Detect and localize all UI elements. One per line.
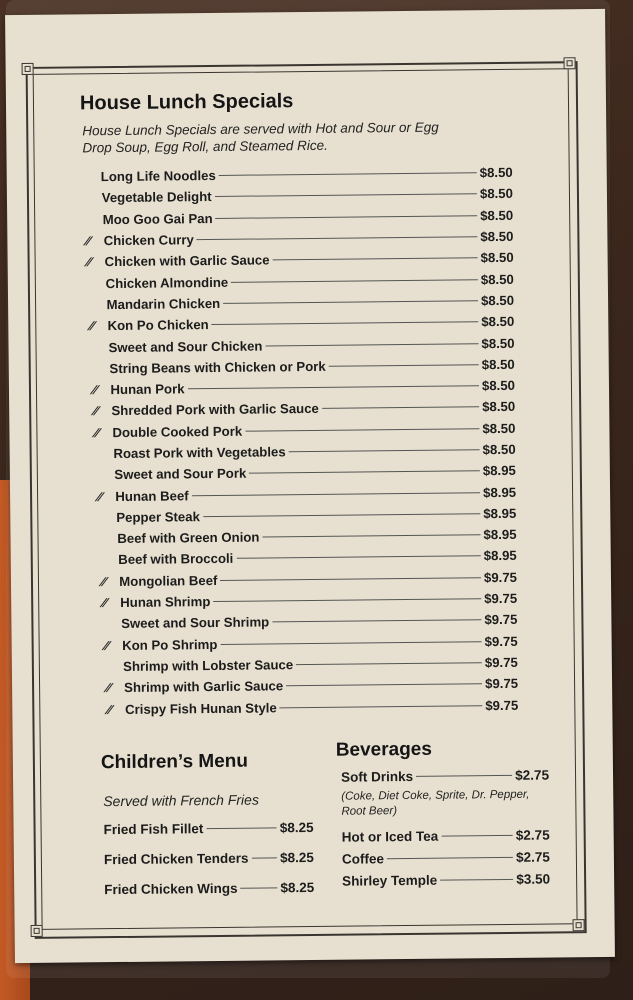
dotted-leader bbox=[272, 620, 481, 623]
menu-item-price: $8.95 bbox=[483, 548, 517, 564]
dotted-leader bbox=[213, 598, 481, 602]
menu-item-name: Sweet and Sour Pork bbox=[114, 465, 247, 483]
pepper-icon: ∕∕ bbox=[101, 573, 106, 589]
lunch-specials-subtitle: House Lunch Specials are served with Hot and Sour or Egg Drop Soup, Egg Roll, and Steamed Rice. bbox=[82, 119, 439, 156]
menu-item-name: Hunan Pork bbox=[110, 381, 185, 398]
dotted-leader bbox=[296, 662, 482, 665]
menu-item-name: Mongolian Beef bbox=[119, 572, 218, 589]
menu-item-name: Fried Chicken Wings bbox=[104, 880, 238, 897]
dotted-leader bbox=[289, 449, 480, 452]
menu-item bbox=[342, 868, 550, 892]
pepper-icon: ∕∕ bbox=[89, 318, 94, 334]
dotted-leader bbox=[416, 774, 512, 776]
dotted-leader bbox=[245, 428, 479, 431]
pepper-icon: ∕∕ bbox=[93, 403, 98, 419]
menu-item-price: $8.50 bbox=[482, 441, 516, 458]
menu-item-name: Vegetable Delight bbox=[101, 189, 212, 206]
pepper-icon: ∕∕ bbox=[104, 637, 109, 653]
menu-item-name: Sweet and Sour Shrimp bbox=[121, 614, 270, 632]
menu-item-name: Fried Fish Fillet bbox=[103, 820, 204, 837]
dotted-leader bbox=[265, 343, 478, 346]
menu-item-price: $8.50 bbox=[480, 228, 514, 245]
menu-item-name: Crispy Fish Hunan Style bbox=[124, 699, 277, 717]
menu-card bbox=[5, 9, 615, 963]
menu-item-name: Kon Po Shrimp bbox=[122, 636, 218, 653]
dotted-leader bbox=[220, 577, 481, 581]
menu-item bbox=[103, 812, 313, 844]
menu-item-price: $9.75 bbox=[484, 612, 518, 628]
menu-item-name: Roast Pork with Vegetables bbox=[113, 444, 286, 462]
dotted-leader bbox=[216, 215, 478, 219]
menu-item-price: $2.75 bbox=[515, 767, 550, 783]
menu-item-name: Shrimp with Lobster Sauce bbox=[123, 657, 294, 674]
dotted-leader bbox=[236, 556, 480, 560]
pepper-icon: ∕∕ bbox=[106, 680, 111, 696]
menu-item-name: Sweet and Sour Chicken bbox=[108, 338, 263, 355]
dotted-leader bbox=[440, 878, 513, 880]
dotted-leader bbox=[212, 321, 479, 325]
menu-item-price: $2.75 bbox=[515, 827, 550, 843]
pepper-icon: ∕∕ bbox=[94, 424, 99, 440]
menu-item-price: $9.75 bbox=[484, 590, 518, 607]
dotted-leader bbox=[387, 856, 513, 858]
dotted-leader bbox=[273, 258, 478, 261]
dotted-leader bbox=[187, 385, 478, 389]
pepper-icon: ∕∕ bbox=[106, 701, 112, 717]
menu-item bbox=[104, 842, 314, 874]
menu-item-name: Long Life Noodles bbox=[100, 168, 216, 185]
menu-item-price: $3.50 bbox=[516, 871, 551, 887]
childrens-menu-subtitle: Served with French Fries bbox=[103, 791, 259, 810]
menu-item-price: $8.50 bbox=[481, 314, 515, 330]
menu-item-name: Kon Po Chicken bbox=[107, 317, 209, 334]
beverage-note: (Coke, Diet Coke, Sprite, Dr. Pepper, Root Beer) bbox=[341, 788, 530, 818]
menu-item-name: Shrimp with Garlic Sauce bbox=[124, 678, 284, 696]
dotted-leader bbox=[220, 641, 481, 645]
dotted-leader bbox=[251, 857, 277, 858]
menu-item-name: Double Cooked Pork bbox=[112, 423, 243, 440]
dotted-leader bbox=[223, 300, 478, 304]
menu-item-price: $8.50 bbox=[481, 335, 515, 351]
menu-item-price: $8.50 bbox=[480, 250, 514, 266]
pepper-icon: ∕∕ bbox=[85, 233, 91, 249]
dotted-leader bbox=[241, 887, 278, 888]
menu-item-price: $8.50 bbox=[482, 399, 516, 415]
menu-item-name: Beef with Broccoli bbox=[118, 551, 234, 568]
menu-item-price: $8.25 bbox=[279, 819, 314, 835]
menu-item-name: Chicken with Garlic Sauce bbox=[104, 252, 270, 270]
menu-item-name: Mandarin Chicken bbox=[106, 295, 221, 313]
menu-item-name: Chicken Almondine bbox=[105, 274, 229, 291]
dotted-leader bbox=[192, 492, 480, 496]
menu-item-price: $8.50 bbox=[480, 271, 514, 287]
menu-item-name: Soft Drinks bbox=[340, 768, 414, 785]
menu-item bbox=[342, 846, 550, 870]
menu-item-price: $9.75 bbox=[484, 654, 518, 671]
dotted-leader bbox=[322, 407, 479, 410]
dotted-leader bbox=[219, 172, 477, 176]
menu-item-price: $8.50 bbox=[481, 356, 515, 373]
menu-item-price: $9.75 bbox=[484, 633, 518, 649]
dotted-leader bbox=[286, 683, 482, 686]
menu-item-name: Hunan Shrimp bbox=[120, 594, 211, 611]
corner-ornament bbox=[22, 63, 34, 75]
beverages-title: Beverages bbox=[335, 738, 432, 761]
menu-item-price: $8.50 bbox=[479, 165, 513, 181]
menu-item-price: $8.95 bbox=[483, 505, 517, 522]
childrens-menu-title: Children’s Menu bbox=[100, 750, 249, 774]
menu-item-name: Beef with Green Onion bbox=[117, 529, 260, 547]
menu-item-price: $8.50 bbox=[479, 186, 514, 202]
menu-item-price: $2.75 bbox=[516, 849, 550, 865]
menu-item bbox=[341, 764, 549, 788]
menu-item-name: Pepper Steak bbox=[116, 509, 200, 525]
dotted-leader bbox=[215, 194, 477, 198]
menu-item-price: $9.75 bbox=[484, 676, 519, 692]
menu-item-name: Shredded Pork with Garlic Sauce bbox=[111, 401, 319, 419]
dotted-leader bbox=[262, 534, 480, 537]
menu-item-name: Hunan Beef bbox=[115, 487, 189, 504]
menu-item bbox=[104, 872, 314, 904]
menu-item-price: $8.95 bbox=[482, 484, 517, 500]
menu-item-price: $9.75 bbox=[483, 569, 518, 585]
menu-item-price: $8.50 bbox=[481, 377, 516, 394]
pepper-icon: ∕∕ bbox=[102, 595, 107, 611]
dotted-leader bbox=[249, 471, 480, 474]
pepper-icon: ∕∕ bbox=[86, 254, 92, 270]
childrens-menu-list bbox=[103, 812, 314, 904]
menu-item-price: $8.95 bbox=[482, 463, 516, 479]
dotted-leader bbox=[197, 236, 478, 240]
beverages-list bbox=[341, 764, 550, 892]
lunch-specials-list bbox=[83, 162, 519, 720]
menu-item-name: Moo Goo Gai Pan bbox=[102, 210, 213, 227]
menu-item bbox=[342, 824, 550, 848]
menu-item-name: Coffee bbox=[341, 850, 384, 867]
corner-ornament bbox=[31, 925, 43, 937]
corner-ornament bbox=[573, 919, 585, 931]
dotted-leader bbox=[329, 364, 479, 367]
dotted-leader bbox=[441, 834, 513, 836]
corner-ornament bbox=[564, 57, 576, 69]
menu-item-price: $8.95 bbox=[483, 527, 517, 543]
menu-item-name: Fried Chicken Tenders bbox=[103, 850, 249, 867]
menu-item-price: $8.50 bbox=[480, 207, 514, 223]
menu-item-name: String Beans with Chicken or Pork bbox=[109, 358, 326, 376]
menu-item bbox=[107, 694, 518, 720]
menu-item-price: $8.25 bbox=[280, 879, 315, 895]
dotted-leader bbox=[280, 705, 483, 708]
menu-item-name: Hot or Iced Tea bbox=[341, 828, 439, 845]
menu-item-price: $8.25 bbox=[280, 849, 314, 865]
menu-item-price: $8.50 bbox=[482, 420, 516, 436]
menu-item-price: $9.75 bbox=[485, 697, 519, 713]
menu-item-price: $8.50 bbox=[480, 292, 515, 309]
dotted-leader bbox=[206, 827, 276, 829]
dotted-leader bbox=[203, 513, 480, 517]
menu-item-name: Chicken Curry bbox=[103, 232, 194, 249]
pepper-icon: ∕∕ bbox=[97, 488, 102, 504]
lunch-specials-title: House Lunch Specials bbox=[79, 90, 294, 115]
menu-item-name: Shirley Temple bbox=[342, 872, 438, 889]
pepper-icon: ∕∕ bbox=[92, 382, 97, 398]
dotted-leader bbox=[231, 279, 478, 283]
